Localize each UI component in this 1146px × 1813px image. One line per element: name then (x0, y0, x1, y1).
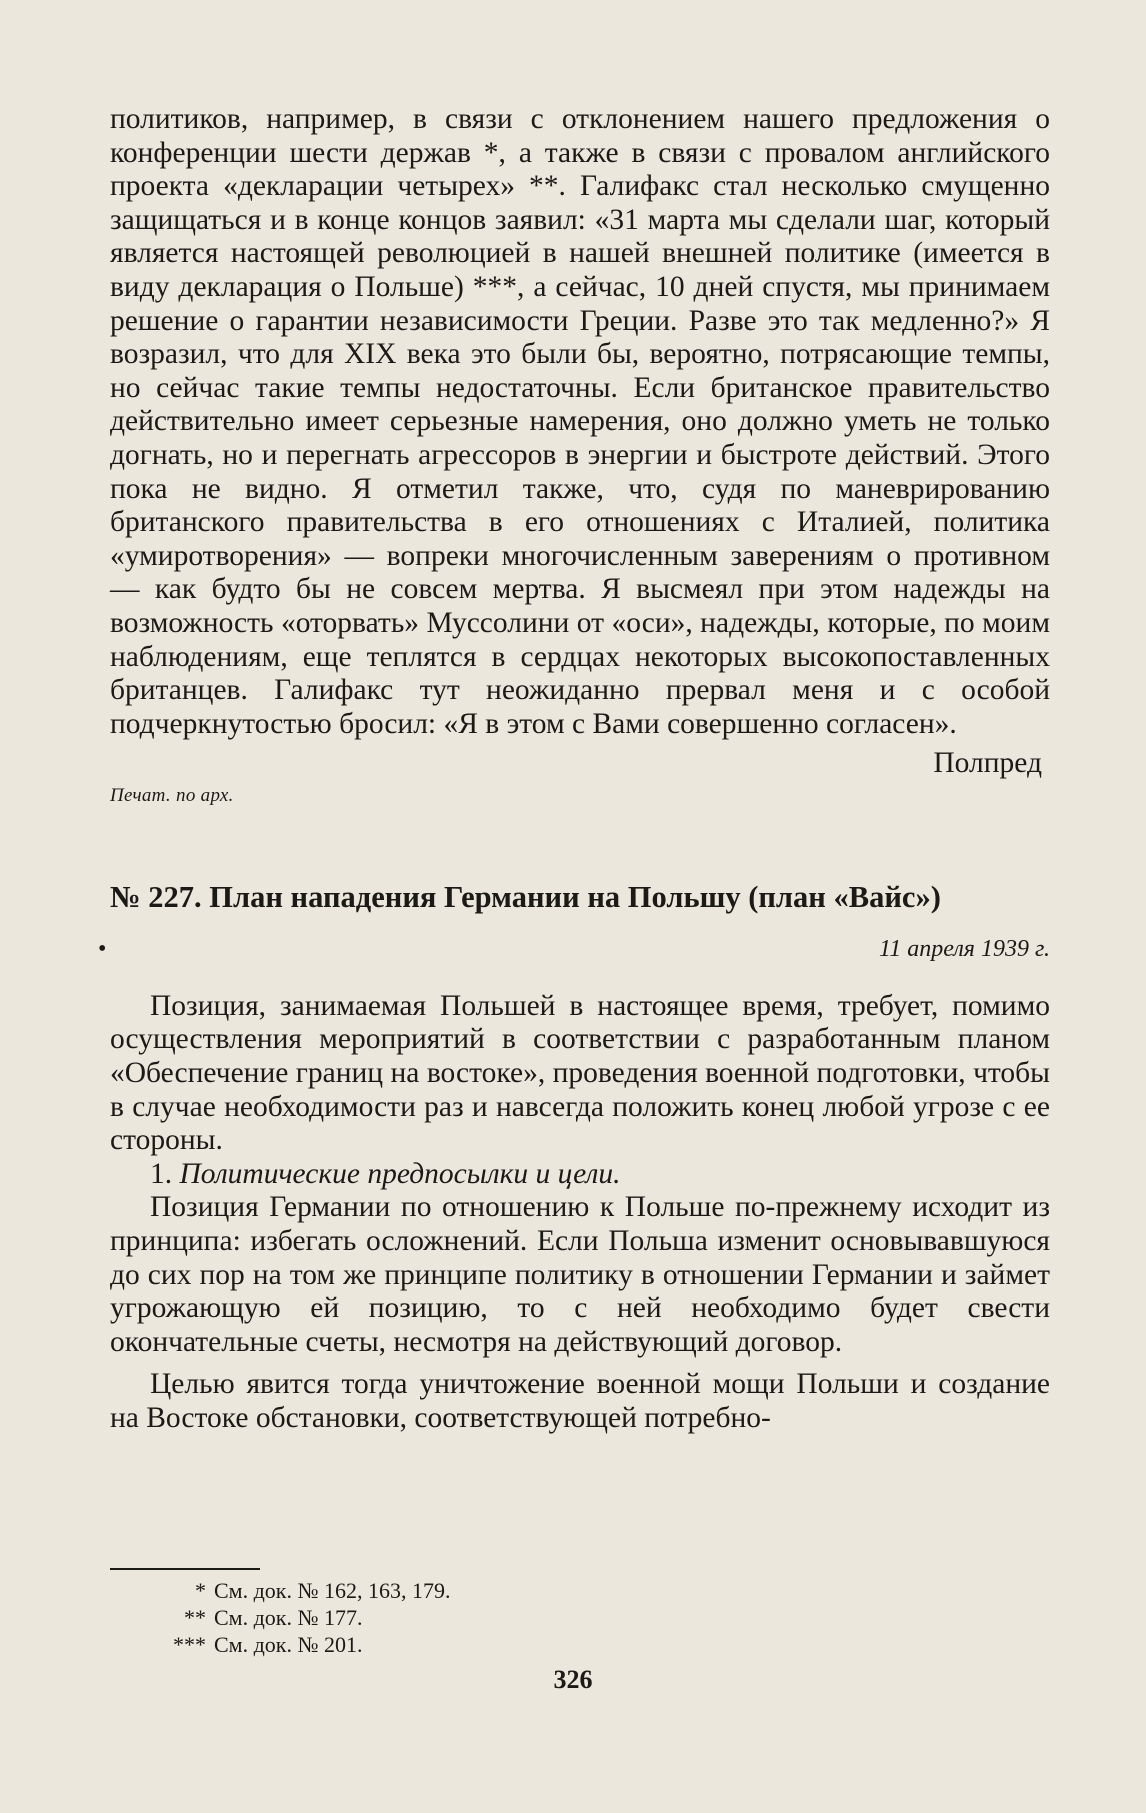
page-number: 326 (553, 1665, 593, 1694)
continued-paragraph: политиков, например, в связи с отклонением нашего предложения о конференции шести держав *, а также в связи с провалом английского проекта «декларации четырех» **. Галифакс стал несколько смущенно защищаться и в конце концов заявил: «31 марта мы сделали шаг, который является настоящей революцией в нашей внешней политике (имеется в виду декларация о Польше) ***, а сейчас, 10 дней спустя, мы принимаем решение о гарантии независимости Греции. Разве это так медленно?» Я возразил, что для XIX века это были бы, вероятно, потрясающие темпы, но сейчас такие темпы недостаточны. Если британское правительство действительно имеет серьезные намерения, оно должно уметь не только догнать, но и перегнать агрессоров в энергии и быстроте действий. Этого пока не видно. Я отметил также, что, судя по маневрированию британского правительства в его отношениях с Италией, политика «умиротворения» — вопреки многочисленным заверениям о противном — как будто бы не совсем мертва. Я высмеял при этом надежды на возможность «оторвать» Муссолини от «оси», надежды, которые, по моим наблюдениям, еще теплятся в сердцах некоторых высокопоставленных британцев. Галифакс тут неожиданно прервал меня и с особой подчеркнутостью бросил: «Я в этом с Вами совершенно согласен». (110, 103, 1050, 740)
section-title: Политические предпосылки и цели. (179, 1157, 621, 1190)
main-text (98, 103, 1050, 1436)
document-date-line (98, 934, 1050, 964)
document-paragraph-1: Позиция, занимаемая Польшей в настоящее время, требует, помимо осуществления мероприятий в соответствии с разработанным планом «Обеспечение границ на востоке», проведения военной подготовки, чтобы в случае необходимости раз и навсегда положить конец любой угрозе с ее стороны. (110, 989, 1050, 1157)
footnotes (110, 1577, 710, 1658)
footnote-text: См. док. № 177. (214, 1605, 363, 1630)
margin-dot: • (98, 935, 107, 962)
document-title: № 227. План нападения Германии на Польшу (план «Вайс») (110, 879, 941, 914)
document-paragraph-2: Позиция Германии по отношению к Польше по-прежнему исходит из принципа: избегать осложнений. Если Польша изменит основывавшуюся до сих пор на том же принципе политику в отношении Германии и займет угрожающую ей позицию, то с ней необходимо будет свести окончательные счеты, несмотря на действующий договор. (110, 1191, 1050, 1358)
document-date: 11 апреля 1939 г. (879, 935, 1050, 962)
footnote-mark: * (195, 1578, 206, 1603)
source-note: Печат. по арх. (110, 784, 234, 806)
footnote (110, 1577, 710, 1604)
footnote (110, 1631, 710, 1658)
footnote-divider (110, 1568, 260, 1570)
footnote-mark: ** (184, 1605, 206, 1630)
section-number: 1. (150, 1157, 173, 1190)
document-paragraph-3: Целью явится тогда уничтожение военной мощи Польши и создание на Востоке обстановки, соответствующей потребно- (110, 1368, 1050, 1434)
section-heading (110, 1158, 1050, 1192)
footnote (110, 1604, 710, 1631)
signature: Полпред (933, 747, 1042, 780)
footnote-text: См. док. № 201. (214, 1632, 363, 1657)
footnote-mark: *** (173, 1632, 206, 1657)
footnote-text: См. док. № 162, 163, 179. (214, 1578, 451, 1603)
